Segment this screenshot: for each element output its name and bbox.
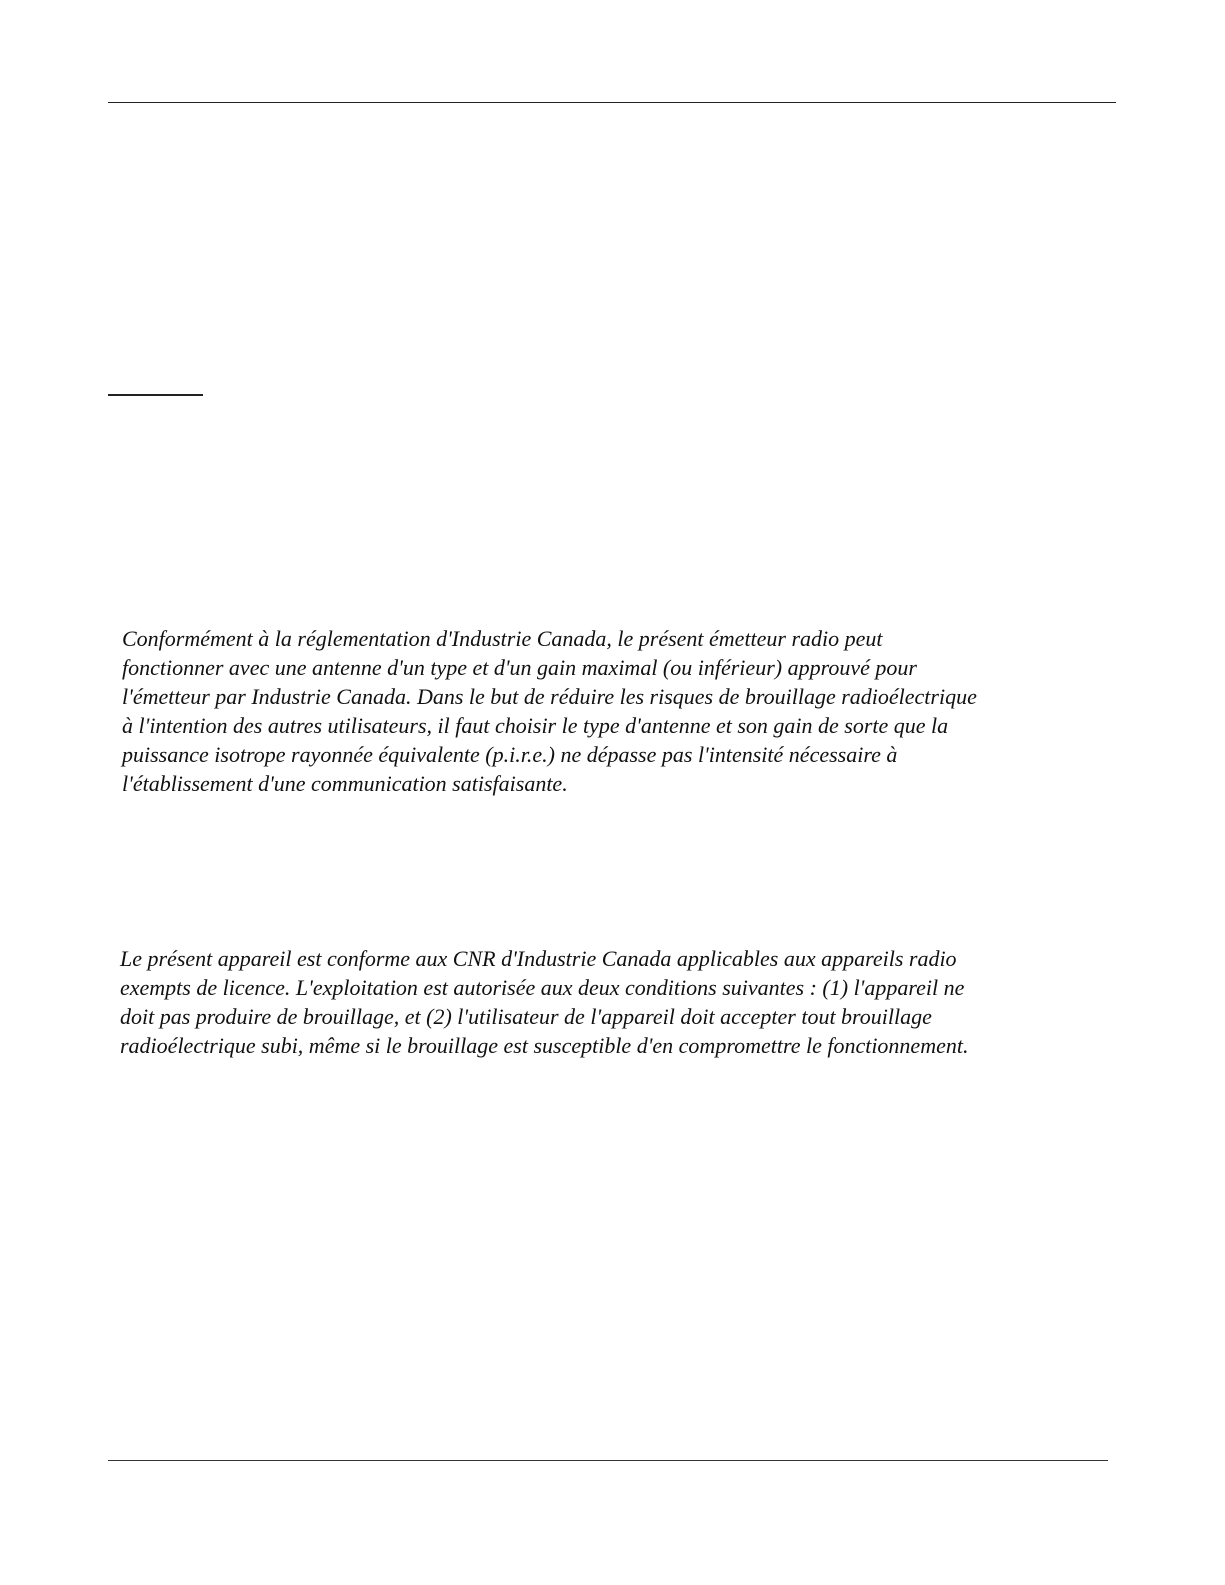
header-rule (108, 102, 1116, 103)
antenna-gain-notice (122, 624, 977, 798)
section-heading-underline (108, 394, 203, 396)
paragraph-line: exempts de licence. L'exploitation est autorisée aux deux conditions suivantes : (1) l'appareil ne (120, 975, 965, 1000)
paragraph-line: radioélectrique subi, même si le brouillage est susceptible d'en compromettre le fonctionnement. (120, 1033, 969, 1058)
footer-rule (108, 1460, 1108, 1461)
paragraph-line: doit pas produire de brouillage, et (2) l'utilisateur de l'appareil doit accepter tout brouillage (120, 1004, 932, 1029)
paragraph-line: fonctionner avec une antenne d'un type et d'un gain maximal (ou inférieur) approuvé pour (122, 655, 917, 680)
paragraph-line: à l'intention des autres utilisateurs, il faut choisir le type d'antenne et son gain de sorte que la (122, 713, 949, 738)
paragraph-line: l'émetteur par Industrie Canada. Dans le but de réduire les risques de brouillage radioélectrique (122, 684, 977, 709)
rss-compliance-notice (120, 944, 968, 1060)
paragraph-line: puissance isotrope rayonnée équivalente (p.i.r.e.) ne dépasse pas l'intensité nécessaire à (122, 742, 898, 767)
paragraph-line: Le présent appareil est conforme aux CNR d'Industrie Canada applicables aux appareils radio (120, 946, 957, 971)
paragraph-line: Conformément à la réglementation d'Industrie Canada, le présent émetteur radio peut (122, 626, 883, 651)
paragraph-line: l'établissement d'une communication satisfaisante. (122, 771, 568, 796)
